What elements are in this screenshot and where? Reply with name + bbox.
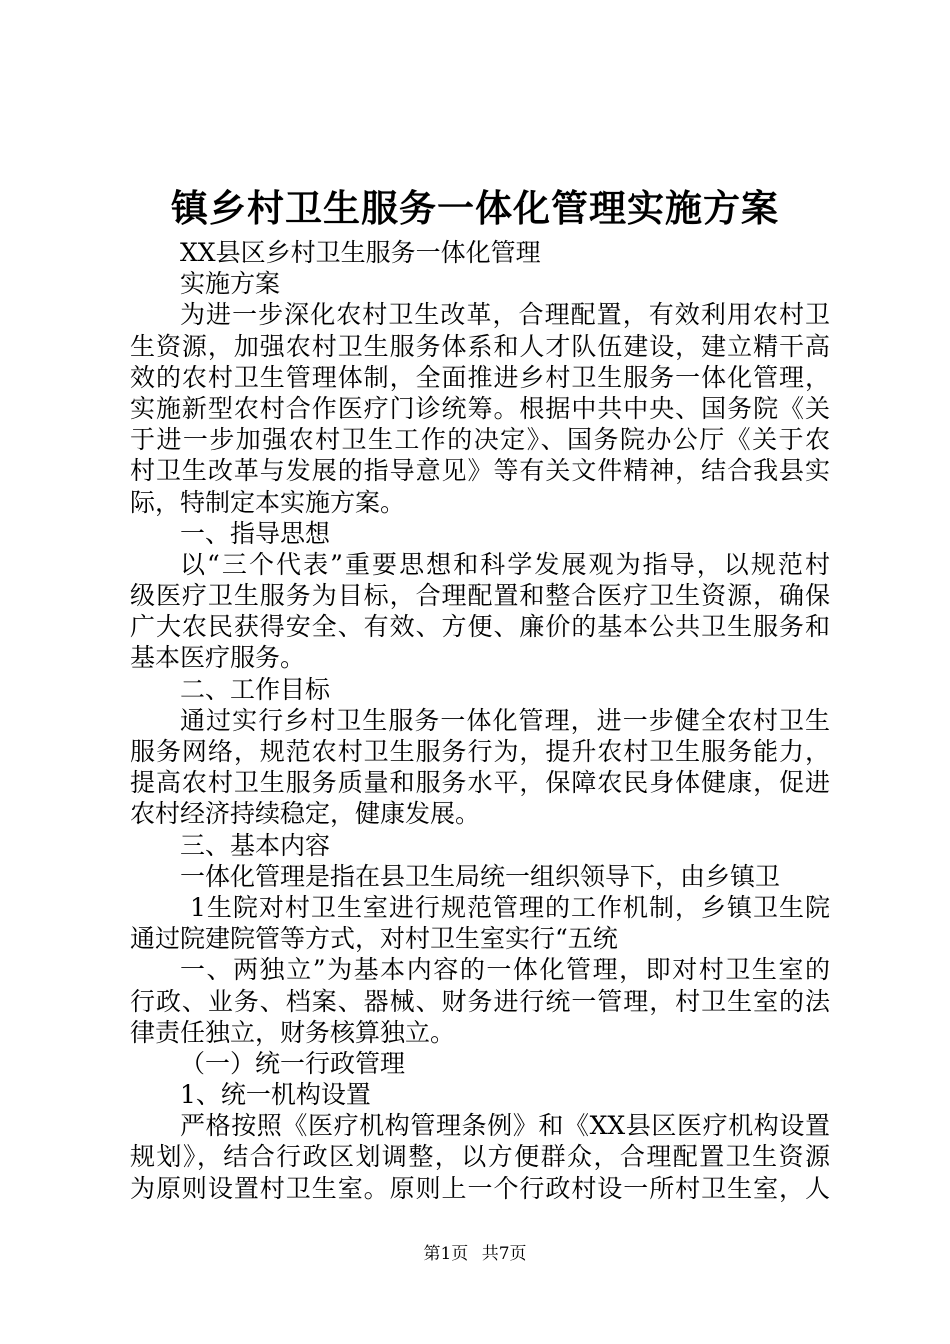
text-line: 律责任独立，财务核算独立。 <box>130 1017 456 1047</box>
text-line: 效的农村卫生管理体制，全面推进乡村卫生服务一体化管理， <box>130 362 830 392</box>
text-line: 级医疗卫生服务为目标，合理配置和整合医疗卫生资源，确保 <box>130 581 830 611</box>
text-line: 行政、业务、档案、器械、财务进行统一管理，村卫生室的法 <box>130 986 830 1016</box>
text-line: 为进一步深化农村卫生改革，合理配置，有效利用农村卫 <box>180 300 830 330</box>
text-line: 际，特制定本实施方案。 <box>130 487 406 517</box>
text-line: 1生院对村卫生室进行规范管理的工作机制，乡镇卫生院 <box>190 892 830 922</box>
section-heading: 一、指导思想 <box>180 518 331 548</box>
page-total: 共7页 <box>481 1244 527 1264</box>
text-line: 广大农民获得安全、有效、方便、廉价的基本公共卫生服务和 <box>130 612 830 642</box>
text-line: 实施方案 <box>180 269 281 299</box>
page-footer <box>0 1242 950 1266</box>
page-number: 第1页 <box>423 1244 469 1264</box>
text-line: 村卫生改革与发展的指导意见》等有关文件精神，结合我县实 <box>130 456 830 486</box>
text-line: 基本医疗服务。 <box>130 643 306 673</box>
section-heading: 二、工作目标 <box>180 674 331 704</box>
text-line: 通过实行乡村卫生服务一体化管理，进一步健全农村卫生 <box>180 705 830 735</box>
text-line: 于进一步加强农村卫生工作的决定》、国务院办公厅《关于农 <box>130 425 830 455</box>
text-line: 严格按照《医疗机构管理条例》和《XX县区医疗机构设置 <box>180 1111 830 1141</box>
subsection-heading: 1、统一机构设置 <box>180 1080 371 1110</box>
document-title: 镇乡村卫生服务一体化管理实施方案 <box>171 186 779 230</box>
text-line: 实施新型农村合作医疗门诊统筹。根据中共中央、国务院《关 <box>130 393 830 423</box>
text-line: 一体化管理是指在县卫生局统一组织领导下，由乡镇卫 <box>180 861 781 891</box>
text-line: 以“三个代表”重要思想和科学发展观为指导，以规范村 <box>180 549 830 579</box>
text-line: 通过院建院管等方式，对村卫生室实行“五统 <box>130 924 618 954</box>
document-body <box>130 237 830 1204</box>
text-line: 服务网络，规范农村卫生服务行为，提升农村卫生服务能力， <box>130 737 830 766</box>
text-line: 农村经济持续稳定，健康发展。 <box>130 799 481 829</box>
text-line: 规划》，结合行政区划调整，以方便群众，合理配置卫生资源 <box>130 1142 830 1172</box>
text-line: 提高农村卫生服务质量和服务水平，保障农民身体健康，促进 <box>130 768 830 798</box>
text-line: XX县区乡村卫生服务一体化管理 <box>180 238 541 267</box>
subsection-heading: （一）统一行政管理 <box>180 1048 406 1078</box>
text-line: 一、两独立”为基本内容的一体化管理，即对村卫生室的 <box>180 955 830 985</box>
section-heading: 三、基本内容 <box>180 830 331 860</box>
text-line: 生资源，加强农村卫生服务体系和人才队伍建设，建立精干高 <box>130 331 830 361</box>
text-line: 为原则设置村卫生室。原则上一个行政村设一所村卫生室，人 <box>130 1173 830 1203</box>
